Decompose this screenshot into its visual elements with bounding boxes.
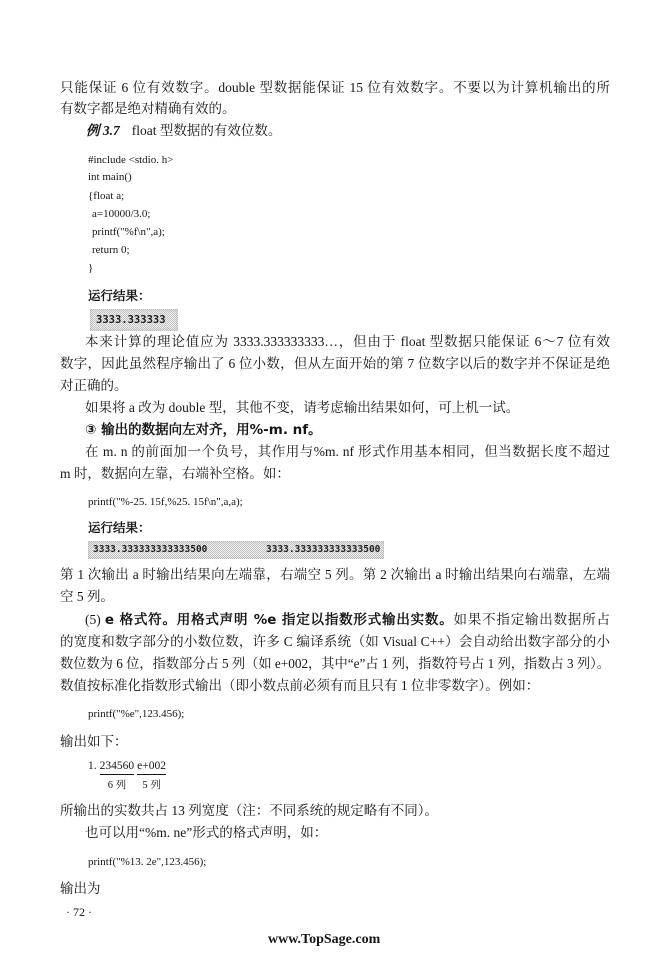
- run-result-label-1-text: 运行结果：: [88, 288, 151, 303]
- example-label: 例 3.7: [86, 123, 120, 138]
- item5-note-line: [60, 803, 610, 819]
- item5-line-4-text: 数值按标准化指数形式输出（即小数点前必须有而且只有 1 位非零数字）。例如：: [60, 678, 540, 693]
- console-output-2-right: 3333.333333333333500: [266, 544, 381, 555]
- item5-line-3-text: 数位数为 6 位，指数部分占 5 列（如 e+002，其中“e”占 1 列，指数符号占 1 列，指数占 3 列）。: [60, 656, 610, 671]
- console-output-2-left: 3333.333333333333500: [93, 544, 208, 555]
- sci-exponent-column: [137, 759, 166, 793]
- item3-line-2-text: m 时，数据向左靠，右端补空格。如：: [60, 466, 290, 481]
- item5-code-line: [88, 707, 388, 721]
- console-output-1-text: 3333.333333: [96, 314, 166, 326]
- item3-heading-text: ③ 输出的数据向左对齐，用%-m. nf。: [85, 422, 322, 438]
- item5-line-2-text: 的宽度和数字部分的小数位数，许多 C 编译系统（如 Visual C++）会自动给出数字部分的小: [60, 634, 610, 649]
- item5-code2-line: [88, 855, 388, 869]
- item5-number: (5): [85, 612, 105, 627]
- code-line-3: [88, 189, 388, 203]
- code-line-1: [88, 153, 388, 167]
- suggestion-text: 如果将 a 改为 double 型，其他不变，请考虑输出结果如何，可上机一试。: [85, 400, 520, 415]
- item5-line-1-rest: 如果不指定输出数据所占: [453, 612, 610, 627]
- code-line-7: [88, 261, 388, 275]
- intro-line-2-text: 有数字都是绝对精确有效的。: [60, 101, 236, 116]
- console-output-1: [90, 309, 178, 331]
- example-heading-text: [86, 123, 281, 138]
- sci-fraction-part: 234560: [100, 759, 135, 775]
- code-line-2: [88, 170, 388, 184]
- item5-output-label-text: 输出如下：: [60, 734, 128, 749]
- explanation-line-2-text: 数字，因此虽然程序输出了 6 位小数，但从左面开始的第 7 位数字以后的数字并不保证是绝: [60, 356, 610, 371]
- intro-line-1-text: 只能保证 6 位有效数字。double 型数据能保证 15 位有效数字。不要以为计算机输出的所: [60, 80, 610, 95]
- code-line-4: [92, 207, 392, 221]
- example-title: float 型数据的有效位数。: [131, 123, 282, 138]
- sci-fraction-column: [100, 759, 135, 793]
- code-line-2-text: int main(): [88, 171, 132, 183]
- explanation-line-3: [60, 378, 610, 394]
- item3-line-1: [85, 444, 610, 460]
- item3-note-line-2: [60, 589, 610, 605]
- console-output-2: [88, 541, 384, 559]
- item5-note-text: 所输出的实数共占 13 列宽度（注：不同系统的规定略有不同）。: [60, 803, 438, 818]
- intro-line-2: [60, 101, 610, 117]
- sci-fraction-label: 6 列: [107, 780, 127, 791]
- item5-line-3: [60, 656, 610, 672]
- explanation-line-1-text: 本来计算的理论值应为 3333.333333333…，但由于 float 型数据只能保证 6～7 位有效: [85, 334, 610, 349]
- run-result-label-2: [88, 520, 388, 536]
- item5-alt-line: [85, 825, 610, 841]
- item5-line-1: [85, 612, 610, 628]
- sci-exponent-part: e+002: [137, 759, 166, 775]
- suggestion-line: [85, 400, 610, 416]
- site-watermark: www.TopSage.com: [268, 932, 381, 947]
- item3-note-line-1: [60, 567, 610, 583]
- code-line-5: [92, 225, 392, 239]
- sci-integer-part: 1.: [88, 760, 97, 772]
- item3-note-line-1-text: 第 1 次输出 a 时输出结果向左端靠，右端空 5 列。第 2 次输出 a 时输出结果向右端靠，左端: [60, 567, 610, 582]
- item5-line-2: [60, 634, 610, 650]
- code-line-1-text: #include <stdio. h>: [88, 154, 174, 166]
- explanation-line-1: [85, 334, 610, 350]
- code-line-5-text: printf("%f\n",a);: [92, 226, 165, 238]
- item5-output-label-2-text: 输出为: [60, 881, 101, 896]
- item5-code2-text: printf("%13. 2e",123.456);: [88, 856, 207, 868]
- explanation-line-2: [60, 356, 610, 372]
- code-line-7-text: }: [88, 262, 94, 274]
- code-line-6: [92, 243, 392, 257]
- item3-code-text: printf("%-25. 15f,%25. 15f\n",a,a);: [88, 496, 243, 508]
- item3-heading: [85, 422, 610, 438]
- item3-line-1-text: 在 m. n 的前面加一个负号，其作用与%m. nf 形式作用基本相同，但当数据长度不超过: [85, 444, 610, 459]
- item3-note-line-2-text: 空 5 列。: [60, 589, 114, 604]
- item3-code-line: [88, 495, 388, 509]
- item5-output-label-2: [60, 881, 610, 897]
- run-result-label-2-text: 运行结果：: [88, 520, 151, 535]
- scientific-notation-example: [88, 759, 169, 793]
- sci-exponent-label: 5 列: [142, 780, 161, 791]
- page-number: · 72 ·: [66, 905, 92, 919]
- run-result-label-1: [88, 288, 388, 304]
- item5-line-1-text: [85, 612, 610, 627]
- example-heading: [86, 123, 611, 139]
- item5-line-4: [60, 678, 610, 694]
- explanation-line-3-text: 对正确的。: [60, 378, 128, 393]
- item5-bold-heading: e 格式符。用格式声明 %e 指定以指数形式输出实数。: [104, 612, 454, 628]
- code-line-4-text: a=10000/3.0;: [92, 208, 151, 220]
- item5-alt-text: 也可以用“%m. ne”形式的格式声明，如：: [85, 825, 328, 840]
- item5-code-text: printf("%e",123.456);: [88, 708, 185, 720]
- intro-line-1: [60, 80, 610, 96]
- item3-line-2: [60, 466, 610, 482]
- code-line-3-text: {float a;: [88, 190, 125, 202]
- code-line-6-text: return 0;: [92, 244, 130, 256]
- item5-output-label: [60, 734, 610, 750]
